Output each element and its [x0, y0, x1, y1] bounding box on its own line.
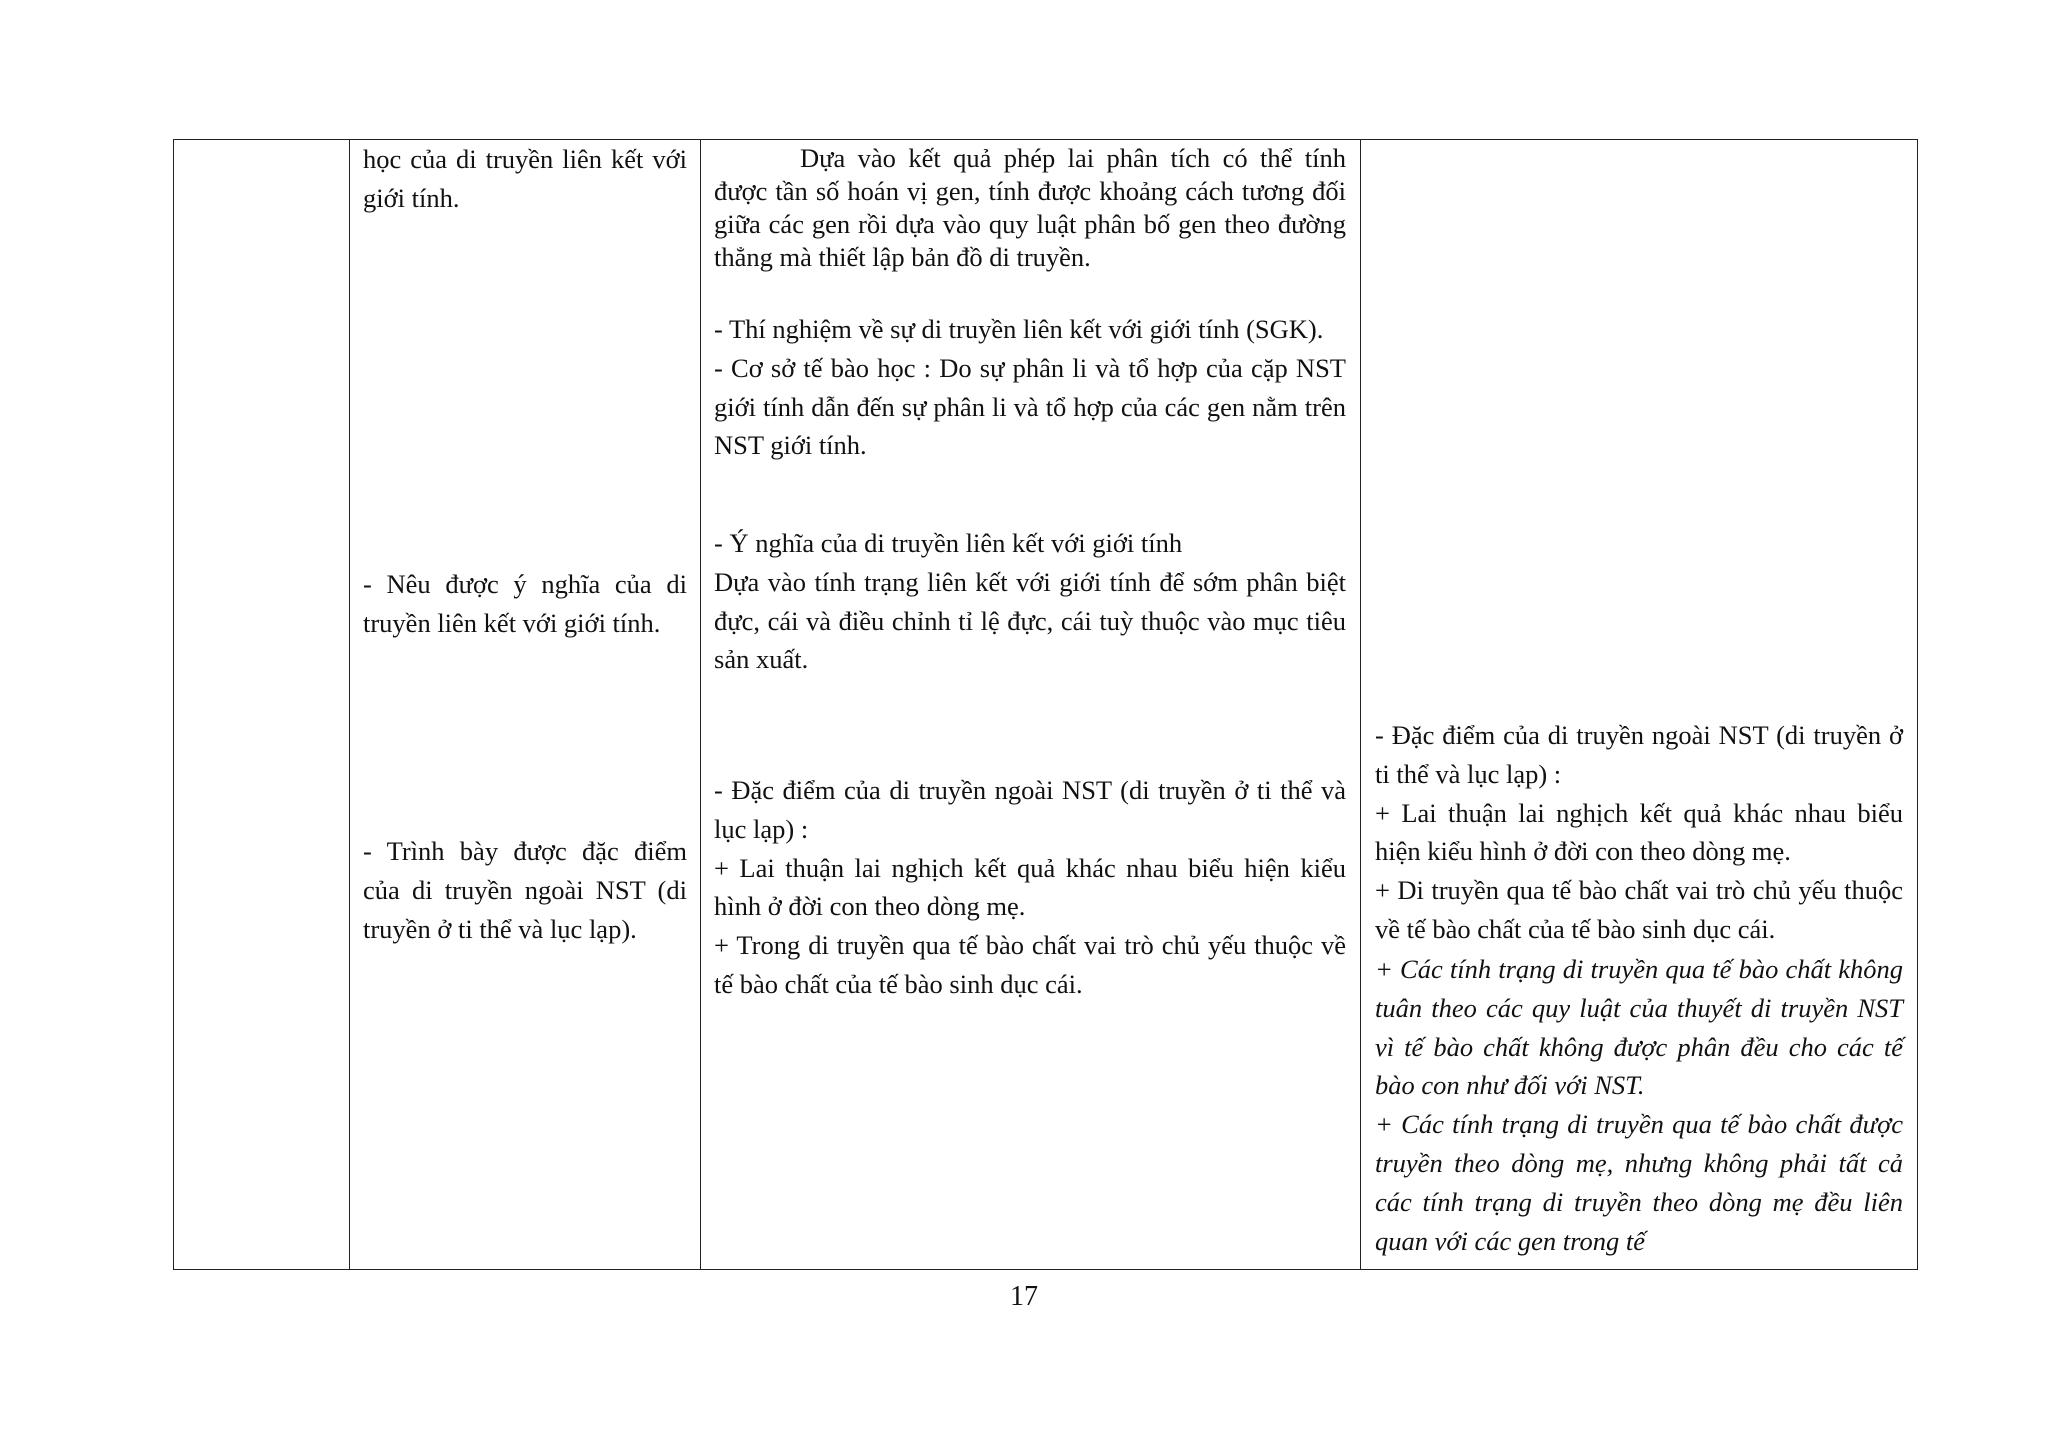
objective-significance-block — [363, 565, 687, 643]
paragraph: - Thí nghiệm về sự di truyền liên kết với giới tính (SGK). — [714, 314, 1324, 344]
paragraph: + Di truyền qua tế bào chất vai trò chủ yếu thuộc về tế bào chất của tế bào sinh dục cái. — [1375, 875, 1903, 944]
paragraph: - Đặc điểm của di truyền ngoài NST (di truyền ở ti thể và lục lạp) : — [1375, 720, 1903, 789]
extranuclear-italic-notes-block — [1375, 950, 1903, 1260]
paragraph: - Cơ sở tế bào học : Do sự phân li và tổ hợp của cặp NST giới tính dẫn đến sự phân li và tổ hợp của các gen nằm trên NST giới tính. — [714, 352, 1346, 461]
paragraph: - Nêu được ý nghĩa của di truyền liên kết với giới tính. — [363, 569, 687, 638]
gene-map-block — [714, 142, 1346, 274]
objective-linked-sex-block — [363, 140, 687, 218]
table-cell-col1 — [174, 140, 350, 1270]
paragraph: - Trình bày được đặc điểm của di truyền ngoài NST (di truyền ở ti thể và lục lạp). — [363, 836, 687, 944]
table-cell-content — [701, 140, 1361, 1270]
objective-extranuclear-block — [363, 832, 687, 948]
paragraph: Dựa vào tính trạng liên kết với giới tính để sớm phân biệt đực, cái và điều chỉnh tỉ lệ đực, cái tuỳ thuộc vào mục tiêu sản xuất. — [714, 566, 1346, 675]
paragraph: + Các tính trạng di truyền qua tế bào chất không tuân theo các quy luật của thuyết di truyền NST vì tế bào chất không được phân đều cho các tế bào con như đối với NST. — [1375, 954, 1903, 1101]
paragraph: - Đặc điểm của di truyền ngoài NST (di truyền ở ti thể và lục lạp) : — [714, 775, 1346, 844]
content-table — [173, 139, 1918, 1270]
extranuclear-notes-block — [1375, 716, 1903, 949]
table-cell-objectives — [350, 140, 701, 1270]
paragraph: + Trong di truyền qua tế bào chất vai trò chủ yếu thuộc về tế bào chất của tế bào sinh dục cái. — [714, 930, 1346, 999]
paragraph: - Ý nghĩa của di truyền liên kết với giới tính — [714, 528, 1183, 558]
sex-linked-experiment-block — [714, 310, 1346, 465]
significance-block — [714, 524, 1346, 679]
extranuclear-traits-block — [714, 771, 1346, 1004]
paragraph: + Lai thuận lai nghịch kết quả khác nhau biểu hiện kiểu hình ở đời con theo dòng mẹ. — [1375, 797, 1903, 867]
paragraph: + Lai thuận lai nghịch kết quả khác nhau biểu hiện kiểu hình ở đời con theo dòng mẹ. — [714, 852, 1346, 922]
page-number: 17 — [1010, 1281, 1038, 1312]
table-cell-notes — [1361, 140, 1918, 1270]
table-row — [174, 140, 1918, 1270]
paragraph: Dựa vào kết quả phép lai phân tích có thể tính được tần số hoán vị gen, tính được khoảng cách tương đối giữa các gen rồi dựa vào quy luật phân bố gen theo đường thẳng mà thiết lập bản đồ di truyền. — [714, 143, 1346, 272]
paragraph: + Các tính trạng di truyền qua tế bào chất được truyền theo dòng mẹ, nhưng không phải tất cả các tính trạng di truyền theo dòng mẹ đều liên quan với các gen trong tế — [1375, 1109, 1903, 1256]
paragraph: học của di truyền liên kết với giới tính. — [363, 144, 687, 213]
